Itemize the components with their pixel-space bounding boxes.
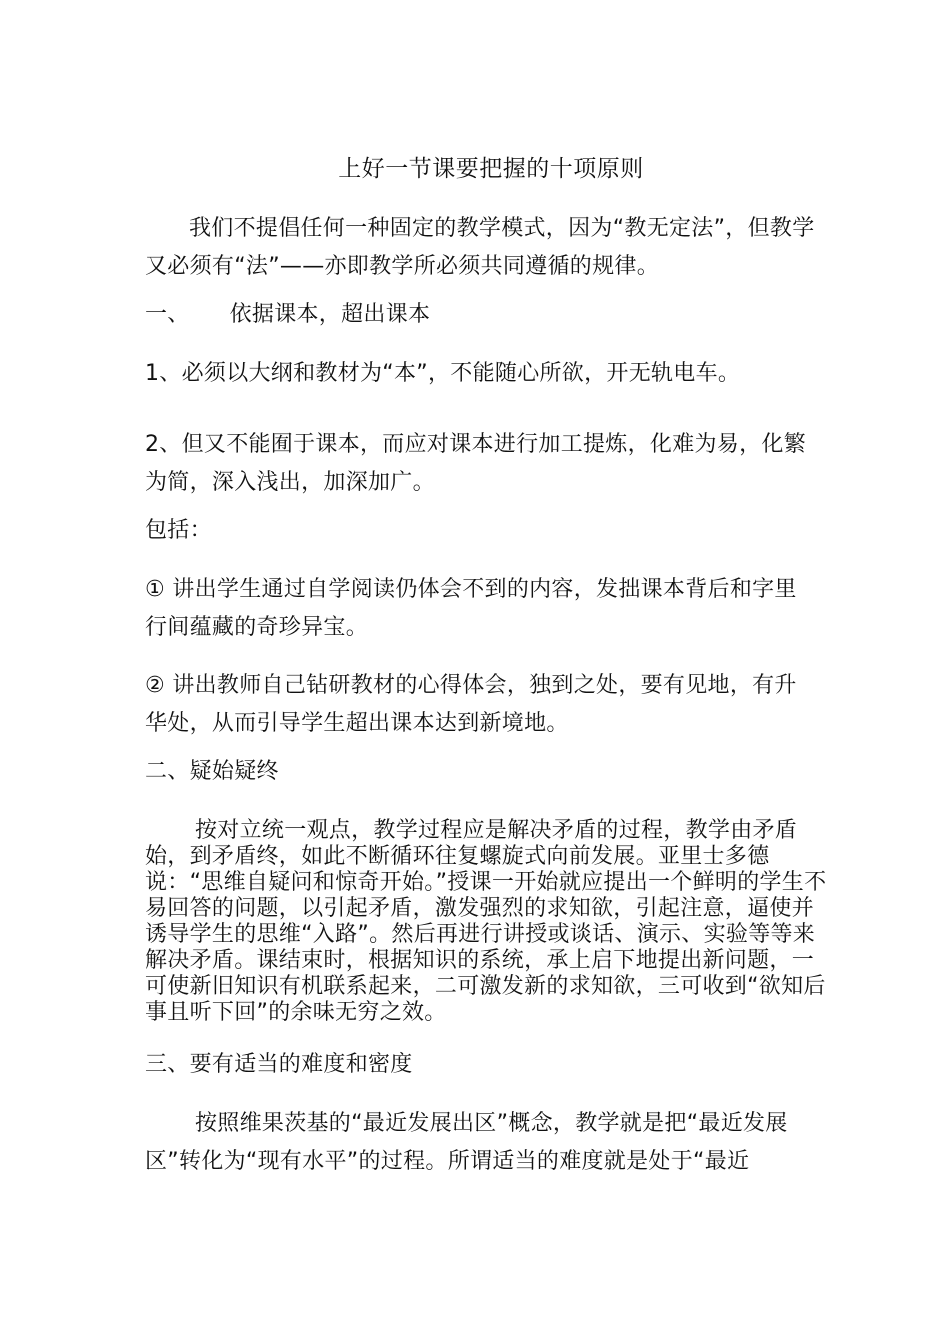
section1-item-1: 1、必须以大纲和教材为“本”，不能随心所欲，开无轨电车。 [145, 361, 741, 386]
section1-point-2: ② 讲出教师自己钻研教材的心得体会，独到之处，要有见地，有升华处，从而引导学生超出课本达到新境地。 [145, 673, 797, 736]
section2-heading: 二、疑始疑终 [145, 759, 279, 784]
section1-heading [145, 296, 815, 334]
section1-item-2: 2、但又不能囿于课本，而应对课本进行加工提炼，化难为易，化繁为简，深入浅出，加深加广。 [145, 432, 806, 495]
section3-body: 按照维果茨基的“最近发展出区”概念，教学就是把“最近发展区”转化为“现有水平”的过程。所谓适当的难度就是处于“最近 [145, 1111, 788, 1174]
section1-point-1: ① 讲出学生通过自学阅读仍体会不到的内容，发拙课本背后和字里行间蕴藏的奇珍异宝。 [145, 577, 797, 640]
section1-heading-text: 依据课本，超出课本 [229, 302, 431, 327]
section3-heading: 三、要有适当的难度和密度 [145, 1052, 413, 1077]
section1-number: 一、 [145, 302, 190, 327]
intro-paragraph: 我们不提倡任何一种固定的教学模式，因为“教无定法”，但教学又必须有“法”——亦即教学所必须共同遵循的规律。 [145, 216, 815, 279]
document-title: 上好一节课要把握的十项原则 [338, 156, 644, 182]
section2-body: 按对立统一观点，教学过程应是解决矛盾的过程，教学由矛盾始，到矛盾终，如此不断循环往复螺旋式向前发展。亚里士多德说：“思维自疑问和惊奇开始。”授课一开始就应提出一个鲜明的学生不易回答的问题，以引起矛盾，激发强烈的求知欲，引起注意，逼使并诱导学生的思维“入路”。然后再进行讲授或谈话、演示、实验等等来解决矛盾。课结束时，根据知识的系统，承上启下地提出新问题，一可使新旧知识有机联系起来，二可激发新的求知欲，三可收到“欲知后事且听下回”的余味无穷之效。 [145, 818, 827, 1025]
includes-label: 包括： [145, 518, 212, 543]
